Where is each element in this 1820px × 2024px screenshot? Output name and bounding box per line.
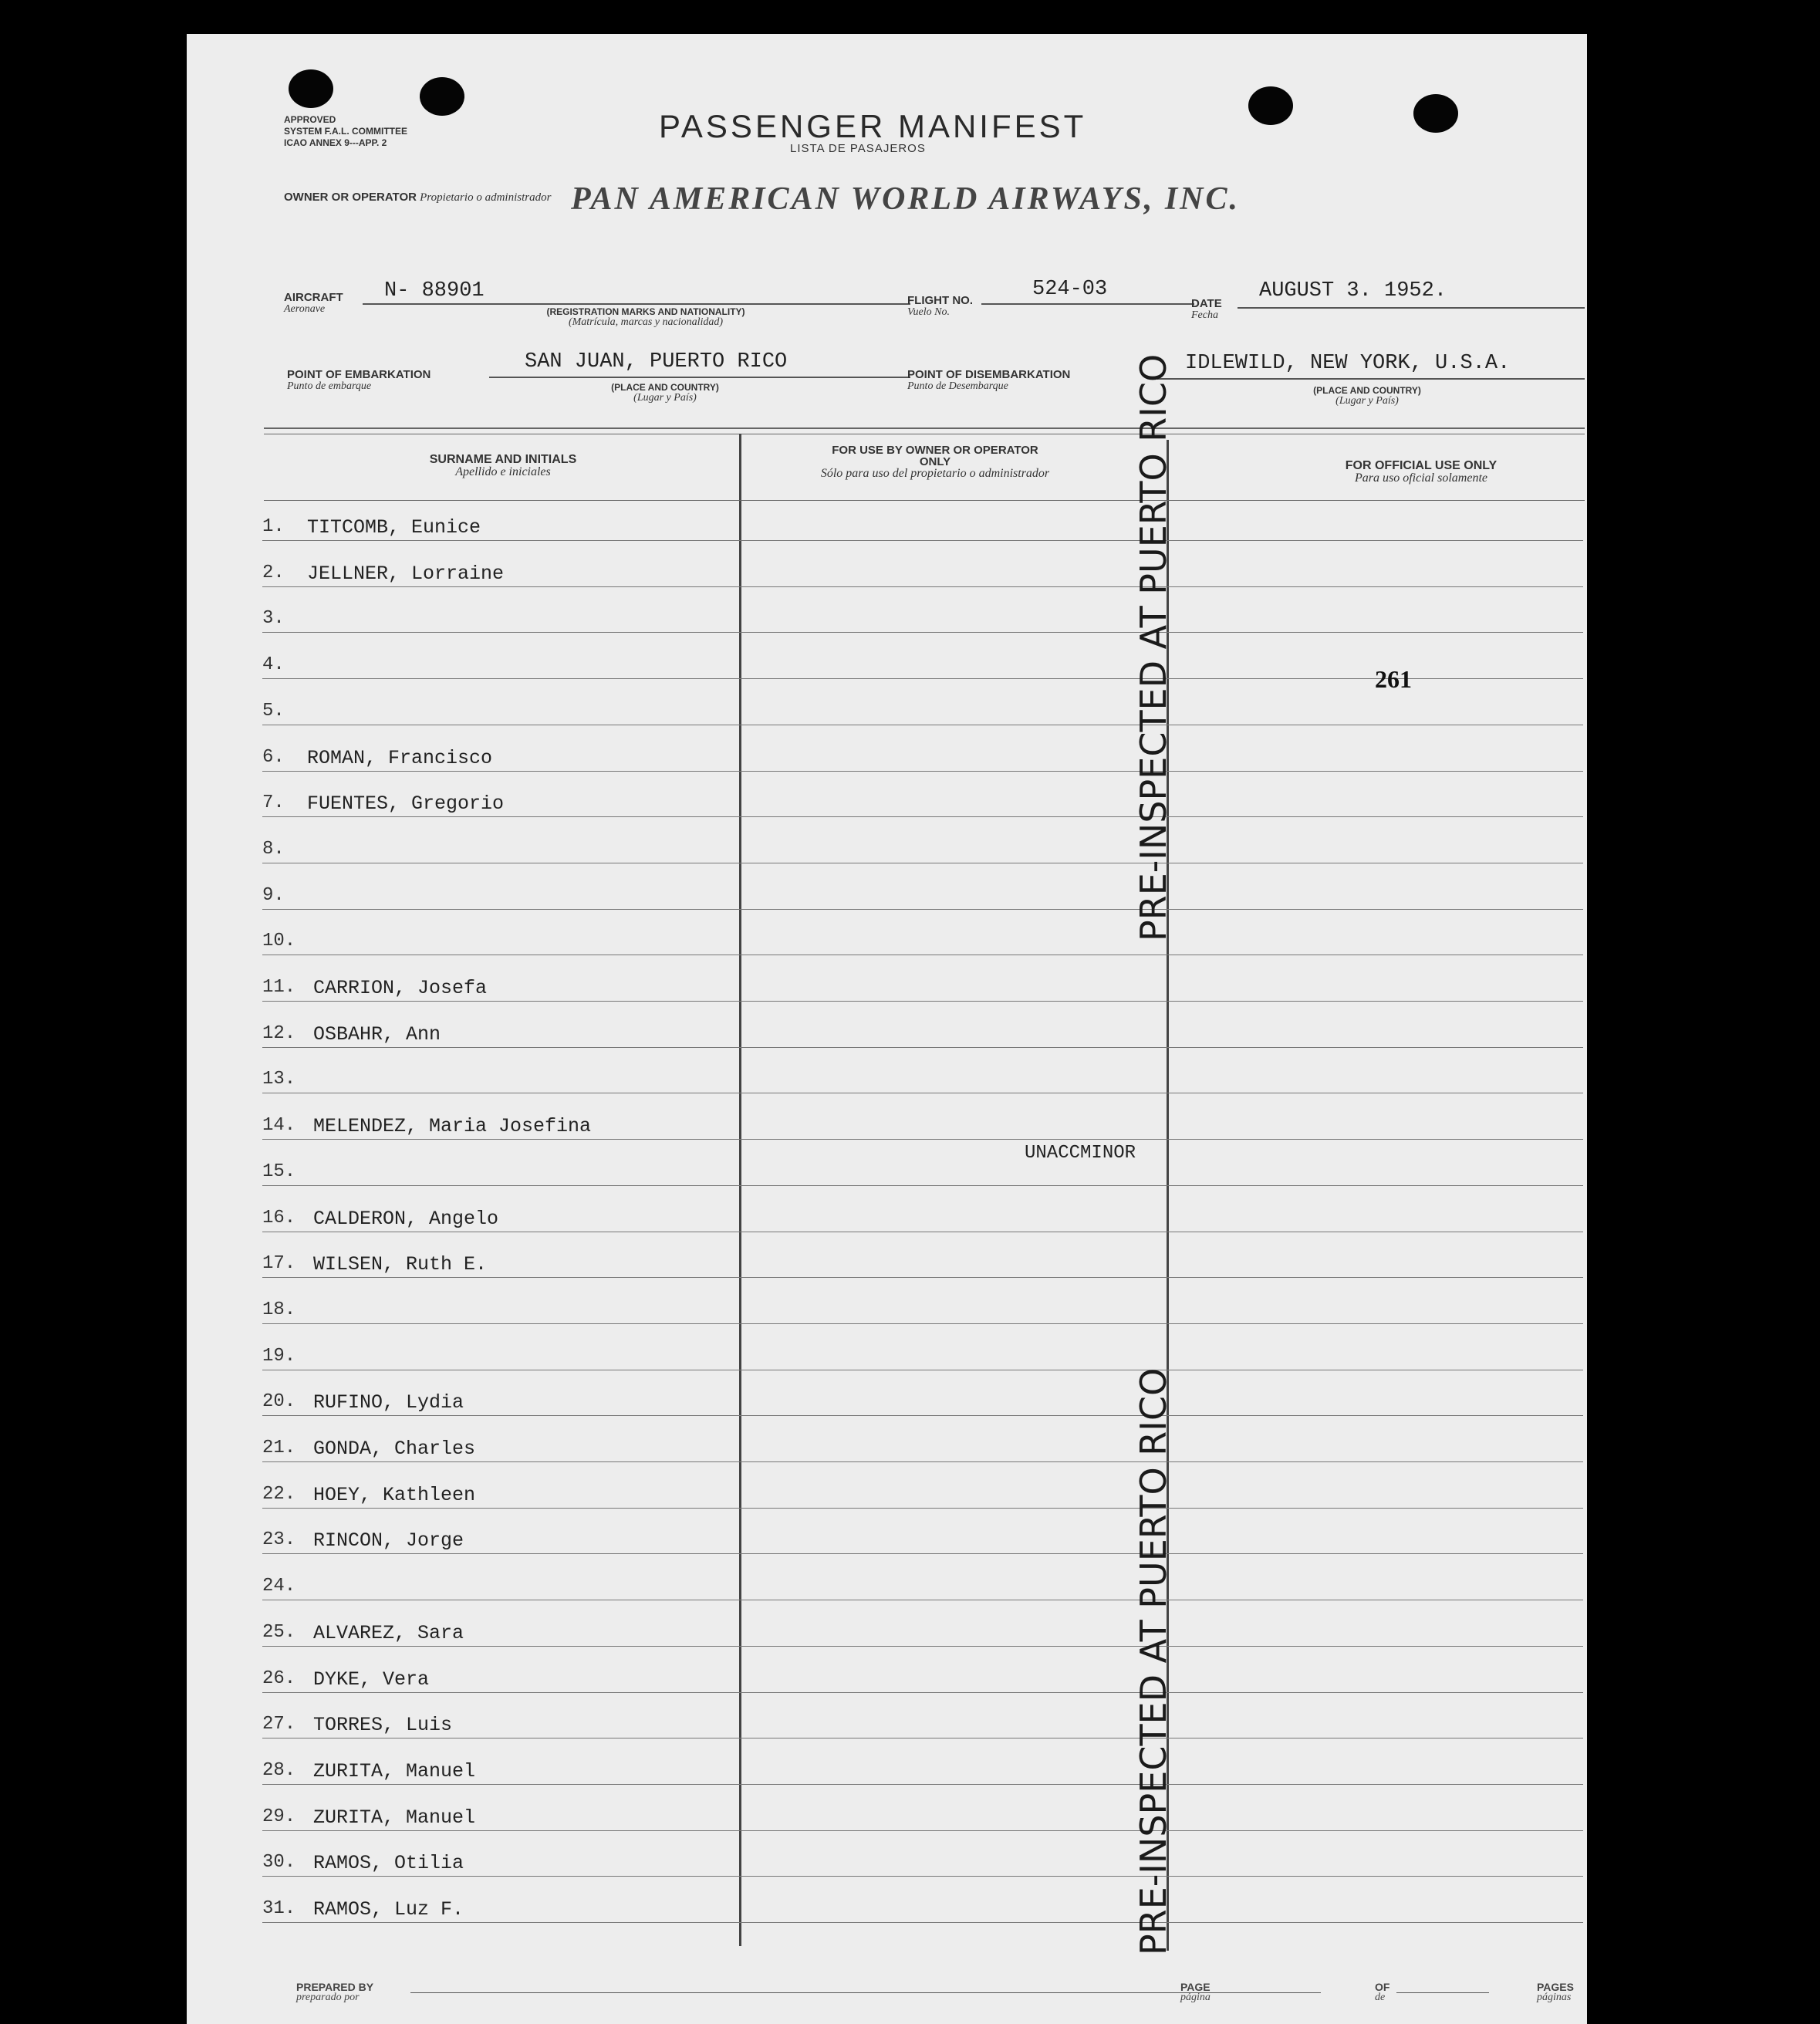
official-number: 261 bbox=[1375, 665, 1412, 693]
approval-line: ICAO ANNEX 9---APP. 2 bbox=[284, 137, 387, 148]
table-row bbox=[262, 1739, 1583, 1785]
surname-header-en: SURNAME AND INITIALS bbox=[429, 453, 577, 466]
aircraft-label bbox=[284, 292, 343, 315]
pages-label-es: páginas bbox=[1537, 1992, 1572, 2003]
punch-hole bbox=[1413, 94, 1458, 133]
embarkation-hint-en: (PLACE AND COUNTRY) bbox=[611, 382, 719, 393]
row-number: 7. bbox=[262, 792, 285, 814]
table-row bbox=[262, 1693, 1583, 1738]
disembarkation-label-en: POINT OF DISEMBARKATION bbox=[907, 368, 1071, 381]
row-number: 17. bbox=[262, 1253, 296, 1275]
prepared-by bbox=[296, 1982, 373, 2003]
row-number: 15. bbox=[262, 1161, 296, 1182]
table-row bbox=[262, 1509, 1583, 1554]
disembarkation-line bbox=[1157, 378, 1585, 380]
table-row bbox=[262, 726, 1583, 772]
table-row bbox=[262, 1370, 1583, 1416]
owner-label-es: Propietario o administrador bbox=[420, 191, 552, 204]
row-number: 9. bbox=[262, 884, 285, 906]
prepared-by-es: preparado por bbox=[296, 1992, 360, 2003]
row-number: 12. bbox=[262, 1022, 296, 1044]
passenger-name: WILSEN, Ruth E. bbox=[313, 1253, 488, 1276]
table-row bbox=[262, 1555, 1583, 1600]
passenger-name: HOEY, Kathleen bbox=[313, 1483, 476, 1506]
punch-hole bbox=[289, 69, 333, 108]
row-number: 19. bbox=[262, 1345, 296, 1367]
page-label-en: PAGE bbox=[1180, 1981, 1211, 1993]
table-row bbox=[262, 956, 1583, 1002]
passenger-name: RINCON, Jorge bbox=[313, 1529, 464, 1553]
table-row bbox=[262, 1877, 1583, 1923]
page-label bbox=[1180, 1982, 1211, 2003]
passenger-name: DYKE, Vera bbox=[313, 1668, 430, 1691]
row-number: 31. bbox=[262, 1898, 296, 1919]
aircraft-line bbox=[363, 303, 910, 305]
embarkation-value: SAN JUAN, PUERTO RICO bbox=[525, 350, 788, 373]
date-label bbox=[1191, 298, 1222, 321]
passenger-name: OSBAHR, Ann bbox=[313, 1022, 441, 1046]
embarkation-label-es: Punto de embarque bbox=[287, 380, 372, 392]
table-row bbox=[262, 1232, 1583, 1278]
table-row bbox=[262, 1140, 1583, 1186]
aircraft-label-es: Aeronave bbox=[284, 303, 326, 315]
owner-note: UNACCMINOR bbox=[1025, 1142, 1136, 1164]
passenger-name: CALDERON, Angelo bbox=[313, 1207, 499, 1230]
passenger-name: RAMOS, Luz F. bbox=[313, 1898, 464, 1921]
official-header-es: Para uso oficial solamente bbox=[1355, 471, 1487, 485]
table-row bbox=[262, 1094, 1583, 1140]
table-row bbox=[262, 1786, 1583, 1831]
table-row bbox=[262, 587, 1583, 633]
row-number: 14. bbox=[262, 1115, 296, 1137]
passenger-name: FUENTES, Gregorio bbox=[307, 792, 505, 816]
passenger-name: RAMOS, Otilia bbox=[313, 1852, 464, 1875]
date-line bbox=[1238, 307, 1585, 309]
table-row bbox=[262, 542, 1583, 587]
official-header-en: FOR OFFICIAL USE ONLY bbox=[1345, 459, 1498, 472]
table-row bbox=[262, 495, 1583, 541]
approval-note bbox=[284, 114, 407, 149]
row-number: 6. bbox=[262, 746, 285, 768]
table-row bbox=[262, 1279, 1583, 1324]
row-number: 28. bbox=[262, 1759, 296, 1781]
aircraft-hint bbox=[480, 307, 812, 327]
row-number: 4. bbox=[262, 654, 285, 676]
table-row bbox=[262, 772, 1583, 817]
row-number: 13. bbox=[262, 1069, 296, 1090]
of-label-es: de bbox=[1375, 1992, 1386, 2003]
flight-line bbox=[981, 303, 1194, 305]
table-row bbox=[262, 1325, 1583, 1370]
table-row bbox=[262, 1187, 1583, 1232]
flight-value: 524-03 bbox=[1032, 278, 1108, 301]
disembarkation-hint-en: (PLACE AND COUNTRY) bbox=[1313, 385, 1421, 396]
row-number: 24. bbox=[262, 1576, 296, 1597]
row-number: 3. bbox=[262, 608, 285, 630]
flight-label bbox=[907, 295, 973, 318]
owner-use-header bbox=[819, 444, 1051, 479]
approval-line: APPROVED bbox=[284, 114, 336, 125]
of-line bbox=[1396, 1992, 1489, 1993]
page-line bbox=[1213, 1992, 1321, 1993]
date-label-en: DATE bbox=[1191, 297, 1222, 310]
table-row bbox=[262, 1463, 1583, 1509]
row-number: 20. bbox=[262, 1391, 296, 1413]
row-number: 16. bbox=[262, 1207, 296, 1228]
date-value: AUGUST 3. 1952. bbox=[1259, 279, 1447, 302]
row-number: 2. bbox=[262, 562, 285, 583]
passenger-name: TITCOMB, Eunice bbox=[307, 516, 481, 539]
approval-line: SYSTEM F.A.L. COMMITTEE bbox=[284, 126, 408, 137]
passenger-name: RUFINO, Lydia bbox=[313, 1391, 464, 1414]
official-header bbox=[1259, 460, 1583, 485]
row-number: 26. bbox=[262, 1668, 296, 1689]
of-label bbox=[1375, 1982, 1389, 2003]
aircraft-value: N- 88901 bbox=[384, 279, 485, 302]
embarkation-label-en: POINT OF EMBARKATION bbox=[287, 368, 431, 381]
row-number: 23. bbox=[262, 1529, 296, 1551]
embarkation-line bbox=[489, 377, 910, 378]
row-number: 5. bbox=[262, 700, 285, 721]
disembarkation-value: IDLEWILD, NEW YORK, U.S.A. bbox=[1185, 352, 1511, 375]
row-number: 10. bbox=[262, 931, 296, 952]
date-label-es: Fecha bbox=[1191, 309, 1218, 321]
owner-label bbox=[284, 191, 551, 204]
row-number: 11. bbox=[262, 977, 296, 998]
embarkation-hint bbox=[572, 383, 758, 403]
passenger-name: JELLNER, Lorraine bbox=[307, 562, 505, 585]
passenger-name: ZURITA, Manuel bbox=[313, 1806, 476, 1829]
page-title: PASSENGER MANIFEST bbox=[659, 108, 1087, 144]
of-label-en: OF bbox=[1375, 1981, 1390, 1993]
row-number: 27. bbox=[262, 1714, 296, 1735]
punch-hole bbox=[1248, 86, 1293, 125]
inspection-stamp: PRE-INSPECTED AT PUERTO RICO bbox=[1133, 1367, 1174, 1955]
punch-hole bbox=[420, 77, 464, 116]
embarkation-hint-es: (Lugar y País) bbox=[633, 392, 697, 404]
row-number: 21. bbox=[262, 1438, 296, 1458]
surname-header bbox=[326, 454, 680, 478]
inspection-stamp: PRE-INSPECTED AT PUERTO RICO bbox=[1133, 353, 1174, 941]
row-number: 18. bbox=[262, 1299, 296, 1320]
disembarkation-hint-es: (Lugar y País) bbox=[1335, 395, 1399, 407]
passenger-name: MELENDEZ, Maria Josefina bbox=[313, 1115, 592, 1138]
table-row bbox=[262, 1601, 1583, 1647]
passenger-name: GONDA, Charles bbox=[313, 1438, 476, 1460]
disembarkation-label bbox=[907, 369, 1070, 392]
table-row bbox=[262, 1417, 1583, 1462]
table-row bbox=[262, 864, 1583, 910]
page-subtitle: LISTA DE PASAJEROS bbox=[790, 142, 926, 155]
table-row bbox=[262, 1831, 1583, 1877]
flight-label-es: Vuelo No. bbox=[907, 306, 950, 318]
row-number: 25. bbox=[262, 1621, 296, 1643]
flight-label-en: FLIGHT NO. bbox=[907, 294, 973, 307]
row-number: 29. bbox=[262, 1806, 296, 1827]
company-name: PAN AMERICAN WORLD AIRWAYS, INC. bbox=[571, 181, 1241, 217]
table-row bbox=[262, 1048, 1583, 1093]
passenger-name: CARRION, Josefa bbox=[313, 977, 488, 999]
pages-label-en: PAGES bbox=[1537, 1981, 1574, 1993]
prepared-by-line bbox=[410, 1992, 1213, 1993]
aircraft-hint-en: (REGISTRATION MARKS AND NATIONALITY) bbox=[546, 306, 745, 317]
embarkation-label bbox=[287, 369, 431, 392]
prepared-by-en: PREPARED BY bbox=[296, 1981, 374, 1993]
aircraft-hint-es: (Matrícula, marcas y nacionalidad) bbox=[568, 316, 724, 328]
surname-header-es: Apellido e iniciales bbox=[455, 465, 551, 478]
disembarkation-label-es: Punto de Desembarque bbox=[907, 380, 1008, 392]
row-number: 1. bbox=[262, 516, 285, 537]
passenger-name: ROMAN, Francisco bbox=[307, 746, 493, 769]
passenger-name: ZURITA, Manuel bbox=[313, 1759, 476, 1782]
passenger-name: ALVAREZ, Sara bbox=[313, 1621, 464, 1644]
table-row bbox=[262, 910, 1583, 955]
manifest-sheet bbox=[187, 34, 1587, 2024]
table-row bbox=[262, 1002, 1583, 1048]
row-number: 8. bbox=[262, 838, 285, 860]
owner-use-header-en: FOR USE BY OWNER OR OPERATOR ONLY bbox=[832, 444, 1038, 468]
owner-label-en: OWNER OR OPERATOR bbox=[284, 191, 417, 204]
table-row bbox=[262, 1647, 1583, 1693]
table-row bbox=[262, 818, 1583, 863]
row-number: 30. bbox=[262, 1852, 296, 1874]
aircraft-label-en: AIRCRAFT bbox=[284, 291, 343, 304]
owner-use-header-es: Sólo para uso del propietario o administrador bbox=[820, 467, 1050, 480]
header-rule bbox=[264, 427, 1585, 429]
disembarkation-hint bbox=[1275, 386, 1460, 406]
pages-label bbox=[1537, 1982, 1574, 2003]
page-label-es: página bbox=[1180, 1992, 1211, 2003]
passenger-name: TORRES, Luis bbox=[313, 1714, 453, 1737]
row-number: 22. bbox=[262, 1483, 296, 1505]
